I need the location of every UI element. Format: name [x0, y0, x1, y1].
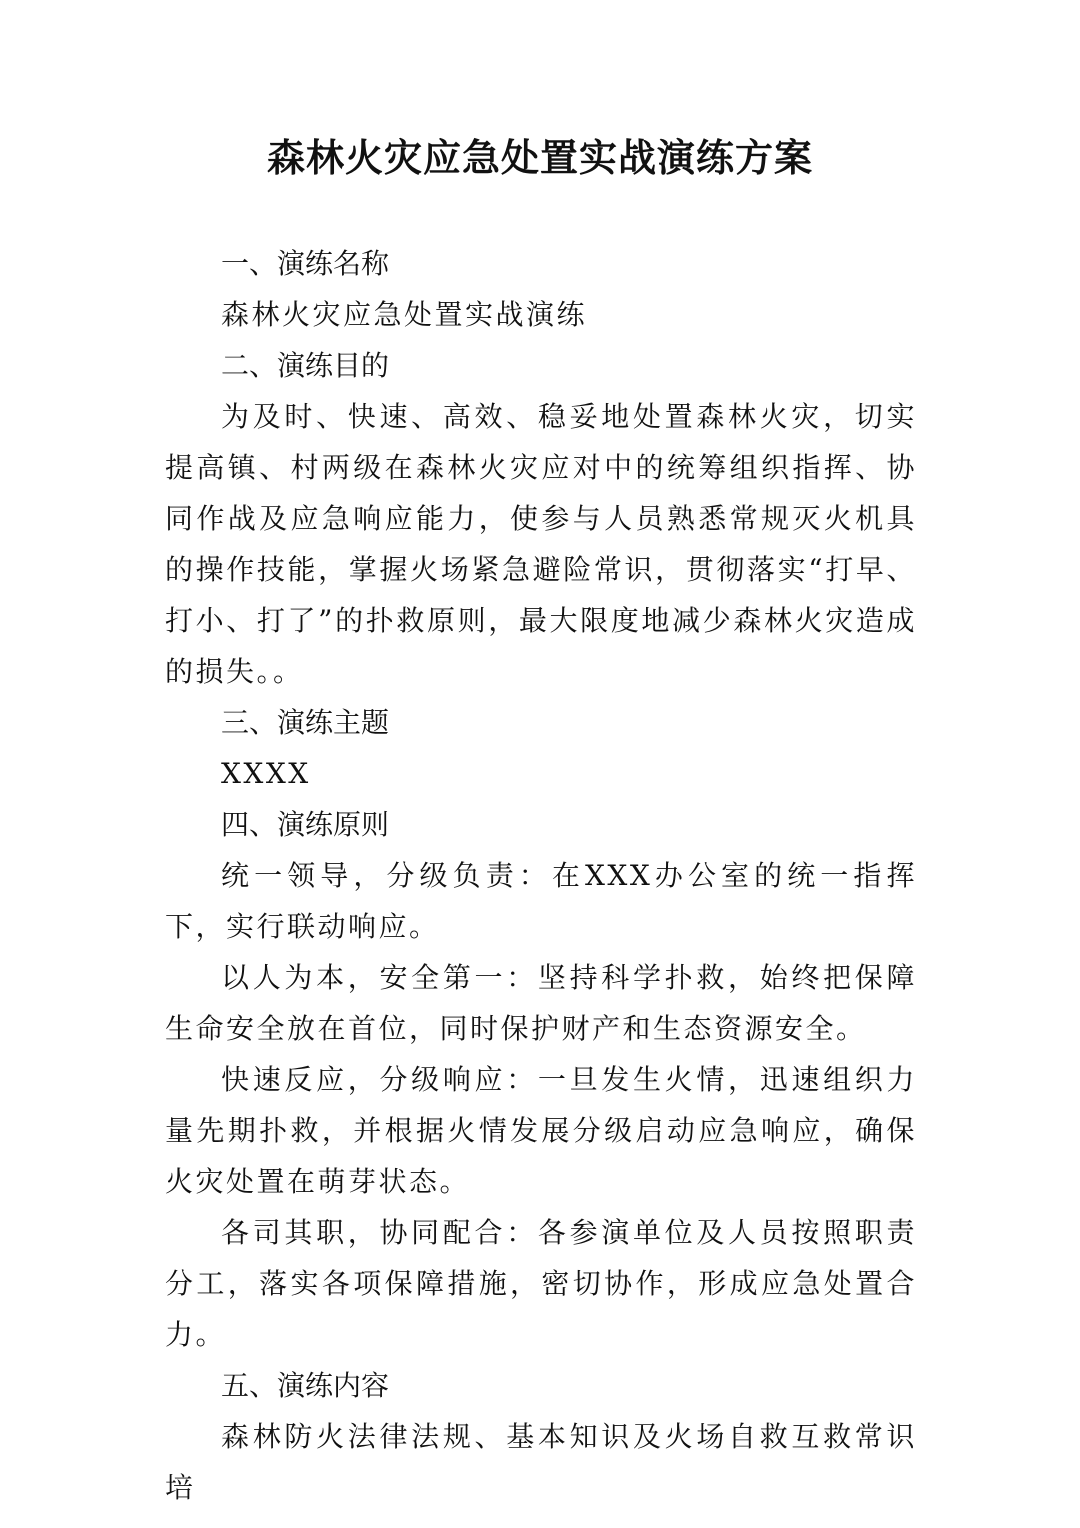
section-paragraph: 森林防火法律法规、基本知识及火场自救互救常识培	[165, 1420, 917, 1504]
section-heading: 五、演练内容	[221, 1369, 390, 1402]
section-paragraph: 为及时、快速、高效、稳妥地处置森林火灾，切实提高镇、村两级在森林火灾应对中的统筹组织指挥、协同作战及应急响应能力，使参与人员熟悉常规灭火机具的操作技能，掌握火场紧急避险常识，贯彻落实“打早、打小、打了”的扑救原则，最大限度地减少森林火灾造成的损失。。	[165, 400, 917, 688]
section-paragraph: 森林火灾应急处置实战演练	[221, 298, 588, 331]
section-paragraph: XXXX	[221, 757, 311, 790]
document-body	[165, 238, 917, 1513]
section-heading: 一、演练名称	[221, 247, 390, 280]
section-heading: 三、演练主题	[221, 706, 390, 739]
section-heading: 二、演练目的	[221, 349, 390, 382]
section-paragraph: 以人为本，安全第一：坚持科学扑救，始终把保障生命安全放在首位，同时保护财产和生态资源安全。	[165, 961, 917, 1045]
section-paragraph: 各司其职，协同配合：各参演单位及人员按照职责分工，落实各项保障措施，密切协作，形成应急处置合力。	[165, 1216, 917, 1351]
document-title: 森林火灾应急处置实战演练方案	[266, 135, 813, 180]
section-paragraph: 统一领导，分级负责：在XXX办公室的统一指挥下，实行联动响应。	[165, 859, 917, 943]
section-heading: 四、演练原则	[221, 808, 390, 841]
section-paragraph: 快速反应，分级响应：一旦发生火情，迅速组织力量先期扑救，并根据火情发展分级启动应急响应，确保火灾处置在萌芽状态。	[165, 1063, 917, 1198]
